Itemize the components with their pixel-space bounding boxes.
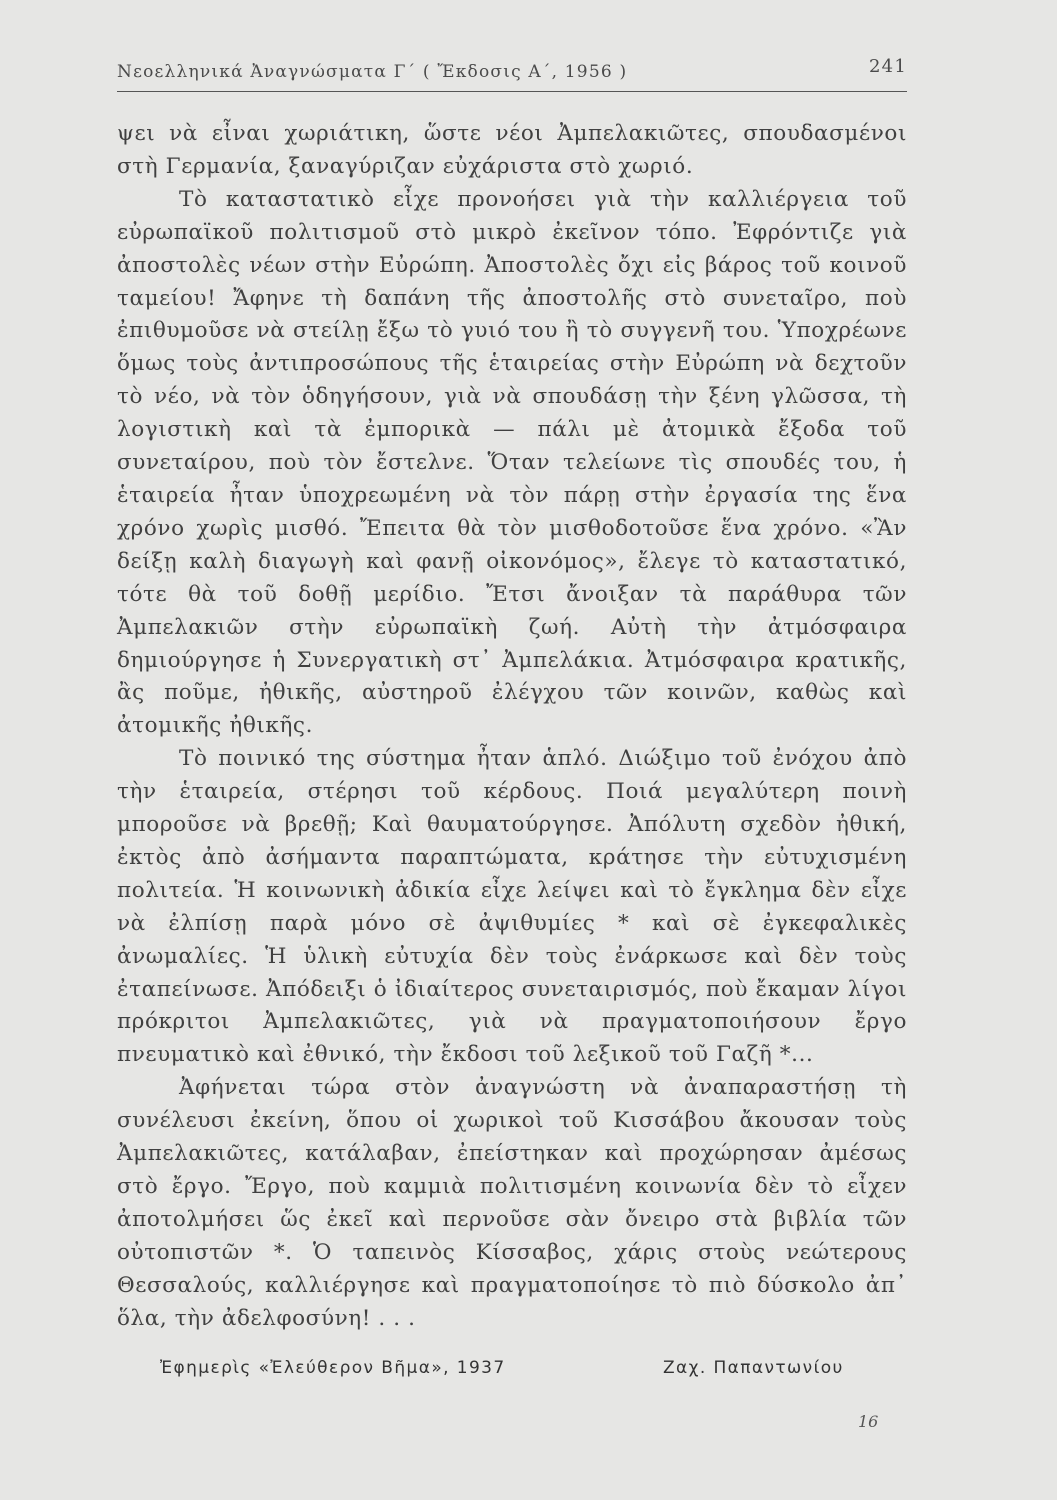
paragraph: ψει νὰ εἶναι χωριάτικη, ὥστε νέοι Ἀμπελακιῶτες, σπουδασμένοι στὴ Γερμανία, ξαναγύριζαν εὐχάριστα στὸ χωριό. bbox=[117, 121, 907, 179]
paragraph: Τὸ ποινικό της σύστημα ἦταν ἁπλό. Διώξιμο τοῦ ἐνόχου ἀπὸ τὴν ἑταιρεία, στέρησι τοῦ κέρδους. Ποιά μεγαλύτερη ποινὴ μποροῦσε νὰ βρεθῇ; Καὶ θαυματούργησε. Ἀπόλυτη σχεδὸν ἠθική, ἐκτὸς ἀπὸ ἀσήμαντα παραπτώματα, κράτησε τὴν εὐτυχισμένη πολιτεία. Ἡ κοινωνικὴ ἀδικία εἶχε λείψει καὶ τὸ ἔγκλημα δὲν εἶχε νὰ ἐλπίσῃ παρὰ μόνο σὲ ἀψιθυμίες * καὶ σὲ ἐγκεφαλικὲς ἀνωμαλίες. Ἡ ὑλικὴ εὐτυχία δὲν τοὺς ἐνάρκωσε καὶ δὲν τοὺς ἐταπείνωσε. Ἀπόδειξι ὁ ἰδιαίτερος συνεταιρισμός, ποὺ ἔκαμαν λίγοι πρόκριτοι Ἀμπελακιῶτες, γιὰ νὰ πραγματοποιήσουν ἔργο πνευματικὸ καὶ ἐθνικό, τὴν ἔκδοσι τοῦ λεξικοῦ τοῦ Γαζῆ *... bbox=[117, 746, 907, 1068]
running-title: Νεοελληνικά Ἀναγνώσματα Γ΄ ( Ἔκδοσις Α΄, 1956 ) bbox=[117, 62, 628, 82]
page-number: 241 bbox=[869, 56, 907, 77]
author-name: Ζαχ. Παπαντωνίου bbox=[663, 1358, 844, 1378]
signature-mark: 16 bbox=[858, 1412, 879, 1431]
header-rule bbox=[117, 91, 907, 92]
paragraph: Τὸ καταστατικὸ εἶχε προνοήσει γιὰ τὴν καλλιέργεια τοῦ εὐρωπαϊκοῦ πολιτισμοῦ στὸ μικρὸ ἐκεῖνον τόπο. Ἐφρόντιζε γιὰ ἀποστολὲς νέων στὴν Εὐρώπη. Ἀποστολὲς ὄχι εἰς βάρος τοῦ κοινοῦ ταμείου! Ἄφηνε τὴ δαπάνη τῆς ἀποστολῆς στὸ συνεταῖρο, ποὺ ἐπιθυμοῦσε νὰ στείλῃ ἔξω τὸ γυιό του ἢ τὸ συγγενῆ του. Ὑποχρέωνε ὅμως τοὺς ἀντιπροσώπους τῆς ἑταιρείας στὴν Εὐρώπη νὰ δεχτοῦν τὸ νέο, νὰ τὸν ὁδηγήσουν, γιὰ νὰ σπουδάσῃ τὴν ξένη γλῶσσα, τὴ λογιστικὴ καὶ τὰ ἐμπορικὰ — πάλι μὲ ἀτομικὰ ἔξοδα τοῦ συνεταίρου, ποὺ τὸν ἔστελνε. Ὅταν τελείωνε τὶς σπουδές του, ἡ ἑταιρεία ἦταν ὑποχρεωμένη νὰ τὸν πάρῃ στὴν ἐργασία της ἕνα χρόνο χωρὶς μισθό. Ἔπειτα θὰ τὸν μισθοδοτοῦσε ἕνα χρόνο. «Ἂν δείξῃ καλὴ διαγωγὴ καὶ φανῇ οἰκονόμος», ἔλεγε τὸ καταστατικό, τότε θὰ τοῦ δοθῇ μερίδιο. Ἔτσι ἄνοιξαν τὰ παράθυρα τῶν Ἀμπελακιῶν στὴν εὐρωπαϊκὴ ζωή. Αὐτὴ τὴν ἀτμόσφαιρα δημιούργησε ἡ Συνεργατικὴ στ᾽ Ἀμπελάκια. Ἀτμόσφαιρα κρατικῆς, ἂς ποῦμε, ἠθικῆς, αὐστηροῦ ἐλέγχου τῶν κοινῶν, καθὼς καὶ ἀτομικῆς ἠθικῆς. bbox=[117, 186, 907, 739]
source-citation: Ἐφημερὶς «Ἐλεύθερον Βῆμα», 1937 bbox=[160, 1358, 506, 1378]
paragraph: Ἀφήνεται τώρα στὸν ἀναγνώστη νὰ ἀναπαραστήσῃ τὴ συνέλευσι ἐκείνη, ὅπου οἱ χωρικοὶ τοῦ Κισσάβου ἄκουσαν τοὺς Ἀμπελακιῶτες, κατάλαβαν, ἐπείστηκαν καὶ προχώρησαν ἀμέσως στὸ ἔργο. Ἔργο, ποὺ καμμιὰ πολιτισμένη κοινωνία δὲν τὸ εἶχεν ἀποτολμήσει ὥς ἐκεῖ καὶ περνοῦσε σὰν ὄνειρο στὰ βιβλία τῶν οὐτοπιστῶν *. Ὁ ταπεινὸς Κίσσαβος, χάρις στοὺς νεώτερους Θεσσαλούς, καλλιέργησε καὶ πραγματοποίησε τὸ πιὸ δύσκολο ἀπ᾽ ὅλα, τὴν ἀδελφοσύνη! . . . bbox=[117, 1075, 907, 1331]
running-header bbox=[117, 56, 907, 90]
body-text bbox=[117, 118, 907, 1336]
